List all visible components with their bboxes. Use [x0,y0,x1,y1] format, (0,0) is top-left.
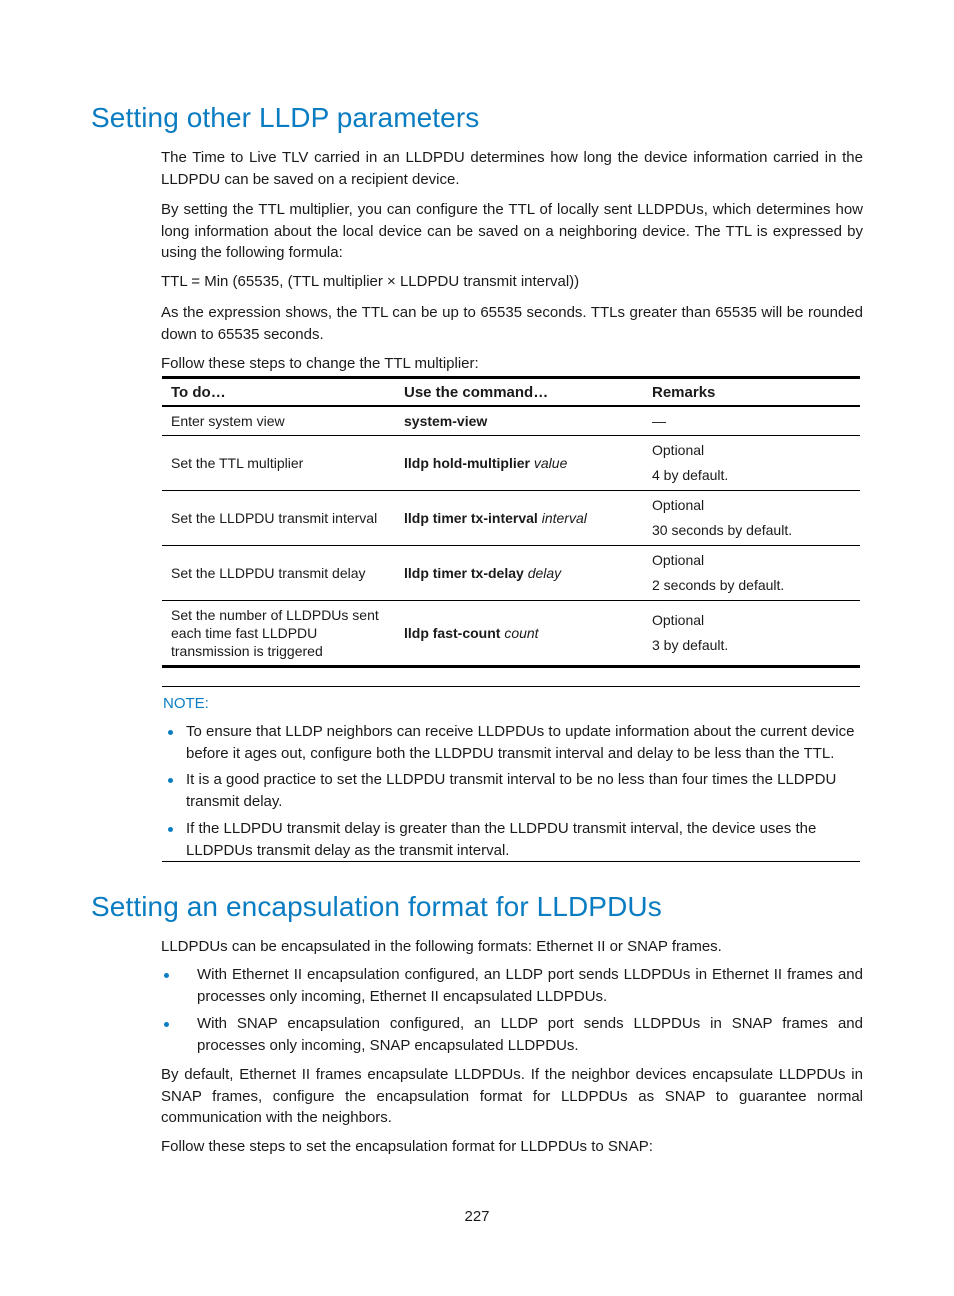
todo-cell: Set the number of LLDPDUs sent each time fast LLDPDU transmission is triggered [162,600,395,666]
list-item: With Ethernet II encapsulation configured, an LLDP port sends LLDPDUs in Ethernet II frames and processes only incoming, Ethernet II encapsulated LLDPDUs. [197,966,863,1005]
section-title-lldp-parameters: Setting other LLDP parameters [91,102,480,133]
command-cell [395,406,643,435]
command-cell [395,545,643,600]
column-header-todo: To do… [162,378,395,407]
command-keyword: lldp hold-multiplier [404,454,530,471]
remarks-default: 2 seconds by default. [652,576,785,593]
note-item: It is a good practice to set the LLDPDU transmit interval to be no less than four times the LLDPDU transmit delay. [186,771,837,810]
paragraph-encap-default: By default, Ethernet II frames encapsulate LLDPDUs. If the neighbor devices encapsulate LLDPDUs in SNAP frames, configure the encapsulation format for LLDPDUs as SNAP to guarantee normal communication with the neighbors. [161,1066,863,1126]
command-argument: delay [527,564,562,581]
bullet-icon [168,827,173,832]
table-header-row [162,378,860,407]
remarks-cell [643,435,860,490]
todo-cell: Set the TTL multiplier [162,435,395,490]
bullet-icon [168,730,173,735]
remarks-cell: — [643,406,860,435]
note-box [162,686,860,862]
table-row [162,490,860,545]
table-row [162,406,860,435]
command-argument: count [504,624,539,641]
paragraph-ttl-multiplier: By setting the TTL multiplier, you can configure the TTL of locally sent LLDPDUs, which determines how long information about the local device can be saved on a neighboring device. The TTL is expressed by using the following formula: [161,201,863,261]
todo-cell: Set the LLDPDU transmit interval [162,490,395,545]
command-table [162,376,860,668]
command-argument: value [533,454,568,471]
command-keyword: system-view [404,412,488,429]
section-title-encapsulation: Setting an encapsulation format for LLDPDUs [91,891,662,922]
page-number: 227 [464,1208,490,1225]
remarks-optional: Optional [652,441,705,458]
remarks-optional: Optional [652,496,705,513]
paragraph-ttl-max: As the expression shows, the TTL can be up to 65535 seconds. TTLs greater than 65535 will be rounded down to 65535 seconds. [161,304,863,343]
remarks-optional: Optional [652,551,705,568]
remarks-default: 4 by default. [652,466,729,483]
remarks-optional: Optional [652,611,705,628]
table-row [162,600,860,666]
column-header-command: Use the command… [395,378,643,407]
note-item: To ensure that LLDP neighbors can receive LLDPDUs to update information about the current device before it ages out, configure both the LLDPDU transmit interval and delay to be less than the TTL. [186,723,855,762]
paragraph-ttl-intro: The Time to Live TLV carried in an LLDPDU determines how long the device information carried in the LLDPDU can be saved on a recipient device. [161,149,863,188]
ttl-formula: TTL = Min (65535, (TTL multiplier × LLDPDU transmit interval)) [161,273,580,290]
command-argument: interval [541,509,587,526]
command-cell [395,435,643,490]
remarks-cell [643,490,860,545]
command-keyword: lldp timer tx-interval [404,509,538,526]
table-row [162,545,860,600]
note-item: If the LLDPDU transmit delay is greater than the LLDPDU transmit interval, the device uses the LLDPDUs transmit delay as the transmit interval. [186,820,817,859]
command-cell [395,600,643,666]
bullet-icon [168,778,173,783]
bullet-icon [164,1022,169,1027]
remarks-default: 30 seconds by default. [652,521,793,538]
paragraph-steps-intro: Follow these steps to change the TTL multiplier: [161,355,479,372]
table-row [162,435,860,490]
remarks-cell [643,545,860,600]
todo-cell: Set the LLDPDU transmit delay [162,545,395,600]
command-keyword: lldp timer tx-delay [404,564,524,581]
remarks-default: 3 by default. [652,636,729,653]
command-keyword: lldp fast-count [404,624,501,641]
column-header-remarks: Remarks [643,378,860,407]
command-cell [395,490,643,545]
remarks-cell [643,600,860,666]
paragraph-encap-formats: LLDPDUs can be encapsulated in the following formats: Ethernet II or SNAP frames. [161,938,722,955]
bullet-icon [164,973,169,978]
todo-cell: Enter system view [162,406,395,435]
list-item: With SNAP encapsulation configured, an LLDP port sends LLDPDUs in SNAP frames and processes only incoming, SNAP encapsulated LLDPDUs. [197,1015,863,1054]
paragraph-snap-steps: Follow these steps to set the encapsulation format for LLDPDUs to SNAP: [161,1138,653,1155]
note-label: NOTE: [163,695,209,712]
